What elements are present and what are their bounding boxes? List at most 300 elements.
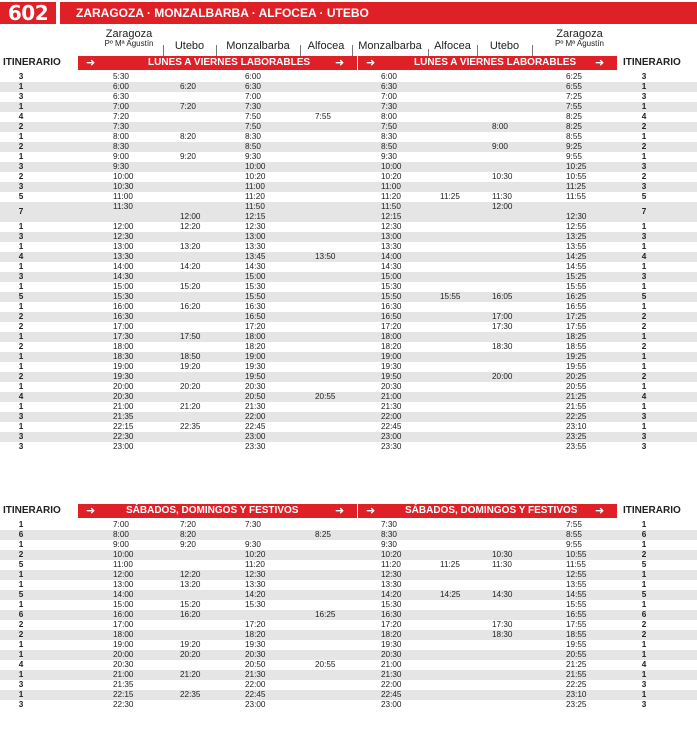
table-row bbox=[0, 282, 697, 292]
time-cell: 12:30 bbox=[245, 570, 266, 579]
column-sublabel: Pº Mª Agustín bbox=[554, 39, 604, 48]
itinerary-cell: 1 bbox=[641, 422, 647, 431]
time-cell: 20:30 bbox=[381, 382, 402, 391]
time-cell: 22:00 bbox=[381, 412, 402, 421]
itinerary-cell: 2 bbox=[18, 550, 24, 559]
itinerary-cell: 2 bbox=[641, 312, 647, 321]
itinerario-label-right: ITINERARIO bbox=[623, 505, 681, 516]
itinerary-cell: 7 bbox=[18, 207, 24, 216]
time-cell: 8:50 bbox=[245, 142, 261, 151]
itinerary-cell: 6 bbox=[641, 530, 647, 539]
time-cell: 8:25 bbox=[566, 112, 582, 121]
time-cell: 20:55 bbox=[315, 392, 336, 401]
time-cell: 13:30 bbox=[245, 242, 266, 251]
table-row bbox=[0, 252, 697, 262]
itinerary-cell: 3 bbox=[18, 412, 24, 421]
time-cell: 17:30 bbox=[113, 332, 134, 341]
column-divider bbox=[163, 45, 164, 56]
time-cell: 18:00 bbox=[113, 342, 134, 351]
time-cell: 18:20 bbox=[245, 342, 266, 351]
time-cell: 10:25 bbox=[566, 162, 587, 171]
column-label: Alfocea bbox=[307, 40, 345, 52]
table-row bbox=[0, 272, 697, 282]
section-title: SÁBADOS, DOMINGOS Y FESTIVOS bbox=[405, 505, 578, 516]
time-cell: 19:20 bbox=[180, 362, 201, 371]
time-cell: 19:00 bbox=[245, 352, 266, 361]
itinerary-cell: 1 bbox=[18, 332, 24, 341]
time-cell: 21:20 bbox=[180, 402, 201, 411]
time-cell: 15:30 bbox=[245, 600, 266, 609]
time-cell: 17:20 bbox=[245, 620, 266, 629]
direction-arrow-icon: ➜ bbox=[86, 56, 96, 69]
time-cell: 9:25 bbox=[566, 142, 582, 151]
itinerary-cell: 2 bbox=[641, 630, 647, 639]
time-cell: 10:30 bbox=[492, 550, 513, 559]
column-divider bbox=[216, 45, 217, 56]
itinerary-cell: 1 bbox=[18, 242, 24, 251]
itinerary-cell: 2 bbox=[641, 122, 647, 131]
time-cell: 19:20 bbox=[180, 640, 201, 649]
time-cell: 13:00 bbox=[113, 242, 134, 251]
table-row bbox=[0, 362, 697, 372]
time-cell: 14:30 bbox=[492, 590, 513, 599]
time-cell: 10:30 bbox=[113, 182, 134, 191]
table-row bbox=[0, 550, 697, 560]
time-cell: 13:30 bbox=[381, 580, 402, 589]
time-cell: 14:00 bbox=[113, 590, 134, 599]
direction-arrow-icon: ➜ bbox=[335, 504, 345, 517]
time-cell: 23:00 bbox=[245, 700, 266, 709]
time-cell: 8:55 bbox=[566, 132, 582, 141]
time-cell: 16:55 bbox=[566, 302, 587, 311]
column-divider bbox=[532, 45, 533, 56]
table-row bbox=[0, 540, 697, 550]
time-cell: 13:00 bbox=[113, 580, 134, 589]
time-cell: 7:30 bbox=[245, 520, 261, 529]
time-cell: 11:20 bbox=[381, 560, 401, 569]
itinerary-cell: 1 bbox=[641, 382, 647, 391]
time-cell: 7:00 bbox=[381, 92, 397, 101]
table-row bbox=[0, 432, 697, 442]
time-cell: 14:00 bbox=[381, 252, 402, 261]
time-cell: 15:30 bbox=[245, 282, 266, 291]
time-cell: 7:00 bbox=[245, 92, 261, 101]
itinerary-cell: 3 bbox=[18, 72, 24, 81]
time-cell: 13:30 bbox=[245, 580, 266, 589]
itinerary-cell: 1 bbox=[641, 402, 647, 411]
time-cell: 17:00 bbox=[492, 312, 513, 321]
time-cell: 11:00 bbox=[245, 182, 265, 191]
time-cell: 10:30 bbox=[492, 172, 513, 181]
time-cell: 8:30 bbox=[113, 142, 129, 151]
time-cell: 7:25 bbox=[566, 92, 582, 101]
table-row bbox=[0, 142, 697, 152]
time-cell: 23:10 bbox=[566, 690, 587, 699]
time-cell: 23:30 bbox=[381, 442, 402, 451]
table-row bbox=[0, 82, 697, 92]
itinerary-cell: 3 bbox=[18, 182, 24, 191]
itinerary-cell: 1 bbox=[641, 132, 647, 141]
itinerary-cell: 3 bbox=[641, 232, 647, 241]
itinerary-cell: 4 bbox=[18, 660, 24, 669]
table-row bbox=[0, 382, 697, 392]
itinerary-cell: 1 bbox=[18, 222, 24, 231]
column-header bbox=[428, 40, 477, 52]
itinerary-cell: 1 bbox=[18, 302, 24, 311]
time-cell: 15:00 bbox=[113, 600, 134, 609]
itinerary-cell: 1 bbox=[641, 670, 647, 679]
time-cell: 7:20 bbox=[113, 112, 129, 121]
time-cell: 12:30 bbox=[381, 222, 402, 231]
time-cell: 19:55 bbox=[566, 640, 587, 649]
time-cell: 21:30 bbox=[245, 402, 266, 411]
time-cell: 10:20 bbox=[381, 550, 402, 559]
table-row bbox=[0, 102, 697, 112]
itinerary-cell: 1 bbox=[641, 580, 647, 589]
time-cell: 8:00 bbox=[381, 112, 397, 121]
time-cell: 20:00 bbox=[113, 650, 134, 659]
time-cell: 17:55 bbox=[566, 322, 587, 331]
itinerary-cell: 5 bbox=[18, 560, 24, 569]
time-cell: 16:20 bbox=[180, 302, 201, 311]
table-row bbox=[0, 112, 697, 122]
itinerary-cell: 2 bbox=[18, 630, 24, 639]
time-cell: 21:00 bbox=[113, 402, 134, 411]
time-cell: 18:20 bbox=[381, 342, 402, 351]
table-row bbox=[0, 232, 697, 242]
itinerary-cell: 1 bbox=[18, 152, 24, 161]
time-cell: 21:55 bbox=[566, 670, 587, 679]
table-row bbox=[0, 650, 697, 660]
time-cell: 19:55 bbox=[566, 362, 587, 371]
time-cell: 21:25 bbox=[566, 392, 587, 401]
time-cell: 18:30 bbox=[113, 352, 134, 361]
column-label: Monzalbarba bbox=[358, 40, 422, 52]
itinerary-cell: 2 bbox=[641, 372, 647, 381]
table-row bbox=[0, 392, 697, 402]
time-cell: 13:30 bbox=[113, 252, 134, 261]
time-cell: 6:00 bbox=[245, 72, 261, 81]
table-row bbox=[0, 182, 697, 192]
itinerary-cell: 3 bbox=[18, 272, 24, 281]
itinerary-cell: 1 bbox=[18, 262, 24, 271]
time-cell: 9:30 bbox=[245, 152, 261, 161]
itinerary-cell: 3 bbox=[18, 680, 24, 689]
time-cell: 13:55 bbox=[566, 580, 587, 589]
itinerary-cell: 1 bbox=[641, 640, 647, 649]
section-bar bbox=[358, 56, 617, 70]
time-cell: 6:25 bbox=[566, 72, 582, 81]
time-cell: 18:55 bbox=[566, 630, 587, 639]
time-cell: 16:05 bbox=[492, 292, 513, 301]
time-cell: 20:55 bbox=[566, 382, 587, 391]
itinerary-cell: 2 bbox=[18, 312, 24, 321]
time-cell: 18:50 bbox=[180, 352, 201, 361]
itinerario-label-left: ITINERARIO bbox=[3, 505, 61, 516]
time-cell: 12:30 bbox=[381, 570, 402, 579]
time-cell: 16:30 bbox=[245, 302, 266, 311]
time-cell: 22:45 bbox=[381, 422, 402, 431]
column-divider bbox=[477, 45, 478, 56]
time-cell: 15:20 bbox=[180, 600, 201, 609]
itinerary-cell: 1 bbox=[18, 82, 24, 91]
time-cell: 21:35 bbox=[113, 412, 134, 421]
table-row bbox=[0, 610, 697, 620]
time-cell: 19:30 bbox=[245, 362, 266, 371]
table-row bbox=[0, 700, 697, 710]
time-cell: 8:25 bbox=[566, 122, 582, 131]
column-header bbox=[477, 40, 532, 52]
time-cell: 12:55 bbox=[566, 570, 587, 579]
time-cell: 20:55 bbox=[315, 660, 336, 669]
itinerary-cell: 5 bbox=[641, 292, 647, 301]
table-row bbox=[0, 600, 697, 610]
time-cell: 10:55 bbox=[566, 550, 587, 559]
table-row bbox=[0, 312, 697, 322]
time-cell: 23:30 bbox=[245, 442, 266, 451]
table-row bbox=[0, 192, 697, 202]
time-cell: 18:20 bbox=[381, 630, 402, 639]
time-cell: 20:30 bbox=[113, 392, 134, 401]
time-cell: 22:00 bbox=[245, 412, 266, 421]
time-cell: 9:30 bbox=[245, 540, 261, 549]
table-row bbox=[0, 172, 697, 182]
itinerary-cell: 6 bbox=[641, 610, 647, 619]
time-cell: 16:55 bbox=[566, 610, 587, 619]
time-cell: 21:00 bbox=[381, 392, 402, 401]
time-cell: 15:00 bbox=[381, 272, 402, 281]
section-title: LUNES A VIERNES LABORABLES bbox=[148, 57, 311, 68]
time-cell: 23:00 bbox=[381, 432, 402, 441]
time-cell: 13:20 bbox=[180, 242, 201, 251]
itinerary-cell: 4 bbox=[18, 392, 24, 401]
column-label: Utebo bbox=[489, 40, 520, 52]
time-cell: 16:00 bbox=[113, 302, 134, 311]
itinerary-cell: 2 bbox=[641, 322, 647, 331]
time-cell: 11:30 bbox=[492, 560, 512, 569]
table-row bbox=[0, 352, 697, 362]
itinerary-cell: 1 bbox=[641, 600, 647, 609]
itinerary-cell: 1 bbox=[18, 570, 24, 579]
time-cell: 6:30 bbox=[381, 82, 397, 91]
time-cell: 11:20 bbox=[381, 192, 401, 201]
time-cell: 9:20 bbox=[180, 152, 196, 161]
itinerary-cell: 1 bbox=[18, 690, 24, 699]
table-row bbox=[0, 292, 697, 302]
table-row bbox=[0, 560, 697, 570]
time-cell: 13:55 bbox=[566, 242, 587, 251]
time-cell: 8:00 bbox=[492, 122, 508, 131]
itinerary-cell: 1 bbox=[641, 332, 647, 341]
itinerary-cell: 1 bbox=[641, 302, 647, 311]
time-cell: 8:50 bbox=[381, 142, 397, 151]
time-cell: 21:30 bbox=[381, 402, 402, 411]
time-cell: 16:00 bbox=[113, 610, 134, 619]
time-cell: 21:25 bbox=[566, 660, 587, 669]
time-cell: 18:55 bbox=[566, 342, 587, 351]
time-cell: 13:00 bbox=[381, 232, 402, 241]
itinerary-cell: 1 bbox=[18, 282, 24, 291]
time-cell: 11:20 bbox=[245, 560, 265, 569]
time-cell: 23:10 bbox=[566, 422, 587, 431]
itinerary-cell: 1 bbox=[641, 262, 647, 271]
itinerary-cell: 1 bbox=[18, 402, 24, 411]
column-header bbox=[532, 28, 627, 48]
time-cell: 22:00 bbox=[381, 680, 402, 689]
time-cell: 6:30 bbox=[113, 92, 129, 101]
time-cell: 11:00 bbox=[113, 560, 133, 569]
time-cell: 6:00 bbox=[113, 82, 129, 91]
table-row bbox=[0, 590, 697, 600]
itinerary-cell: 7 bbox=[641, 207, 647, 216]
time-cell: 13:25 bbox=[566, 232, 587, 241]
time-cell: 19:00 bbox=[113, 362, 134, 371]
time-cell: 13:30 bbox=[381, 242, 402, 251]
table-row bbox=[0, 412, 697, 422]
table-row bbox=[0, 122, 697, 132]
time-cell: 18:00 bbox=[113, 630, 134, 639]
itinerary-cell: 3 bbox=[641, 680, 647, 689]
section-bar bbox=[358, 504, 617, 518]
time-cell: 12:00 bbox=[113, 570, 134, 579]
itinerary-cell: 1 bbox=[641, 152, 647, 161]
column-header bbox=[163, 40, 216, 52]
time-cell: 11:50 12:15 bbox=[381, 202, 402, 221]
time-cell: 22:30 bbox=[113, 700, 134, 709]
direction-arrow-icon: ➜ bbox=[366, 56, 376, 69]
itinerary-cell: 5 bbox=[641, 192, 647, 201]
table-row bbox=[0, 422, 697, 432]
time-cell: 10:00 bbox=[113, 550, 134, 559]
time-cell: 17:20 bbox=[381, 322, 402, 331]
table-row bbox=[0, 372, 697, 382]
time-cell: 6:55 bbox=[566, 82, 582, 91]
time-cell: 11:30 bbox=[492, 192, 512, 201]
time-cell: 19:00 bbox=[381, 352, 402, 361]
itinerary-cell: 3 bbox=[641, 272, 647, 281]
time-cell: 9:20 bbox=[180, 540, 196, 549]
time-cell: 7:30 bbox=[381, 102, 397, 111]
time-cell: 23:00 bbox=[381, 700, 402, 709]
table-row bbox=[0, 442, 697, 452]
time-cell: 17:20 bbox=[245, 322, 266, 331]
time-cell: 15:30 bbox=[381, 600, 402, 609]
table-row bbox=[0, 640, 697, 650]
time-cell: 6:00 bbox=[381, 72, 397, 81]
time-cell: 12:30 bbox=[245, 222, 266, 231]
time-cell: 17:20 bbox=[381, 620, 402, 629]
direction-arrow-icon: ➜ bbox=[595, 56, 605, 69]
time-cell: 22:15 bbox=[113, 422, 134, 431]
time-cell: 23:00 bbox=[245, 432, 266, 441]
time-cell: 11:55 bbox=[566, 560, 586, 569]
time-cell: 17:00 bbox=[113, 620, 134, 629]
time-cell: 20:25 bbox=[566, 372, 587, 381]
table-row bbox=[0, 242, 697, 252]
table-row bbox=[0, 342, 697, 352]
direction-arrow-icon: ➜ bbox=[366, 504, 376, 517]
time-cell: 20:30 bbox=[381, 650, 402, 659]
itinerary-cell: 3 bbox=[18, 232, 24, 241]
time-cell: 7:30 bbox=[245, 102, 261, 111]
time-cell: 22:25 bbox=[566, 412, 587, 421]
time-cell: 12:20 bbox=[180, 222, 201, 231]
table-row bbox=[0, 72, 697, 82]
section-title: SÁBADOS, DOMINGOS Y FESTIVOS bbox=[126, 505, 299, 516]
time-cell: 20:50 bbox=[245, 392, 266, 401]
time-cell: 14:55 bbox=[566, 262, 587, 271]
time-cell: 15:25 bbox=[566, 272, 587, 281]
time-cell: 10:20 bbox=[381, 172, 402, 181]
itinerary-cell: 1 bbox=[641, 690, 647, 699]
itinerary-cell: 2 bbox=[18, 322, 24, 331]
column-header bbox=[95, 28, 163, 48]
itinerary-cell: 2 bbox=[641, 550, 647, 559]
itinerary-cell: 1 bbox=[641, 352, 647, 361]
time-cell: 11:30 bbox=[113, 202, 133, 211]
time-cell: 15:30 bbox=[113, 292, 134, 301]
itinerary-cell: 1 bbox=[641, 570, 647, 579]
table-row bbox=[0, 402, 697, 412]
itinerary-cell: 4 bbox=[18, 112, 24, 121]
time-cell: 20:00 bbox=[113, 382, 134, 391]
time-cell: 8:00 bbox=[113, 132, 129, 141]
time-cell: 8:55 bbox=[566, 530, 582, 539]
table-row bbox=[0, 152, 697, 162]
itinerary-cell: 3 bbox=[641, 432, 647, 441]
section-title: LUNES A VIERNES LABORABLES bbox=[414, 57, 577, 68]
itinerary-cell: 1 bbox=[641, 82, 647, 91]
time-cell: 14:25 bbox=[440, 590, 461, 599]
time-cell: 21:30 bbox=[245, 670, 266, 679]
time-cell: 9:00 bbox=[113, 540, 129, 549]
column-divider bbox=[300, 45, 301, 56]
time-cell: 23:55 bbox=[566, 442, 587, 451]
itinerary-cell: 3 bbox=[641, 182, 647, 191]
time-cell: 12:30 bbox=[113, 232, 134, 241]
time-cell: 11:00 bbox=[113, 192, 133, 201]
time-cell: 19:25 bbox=[566, 352, 587, 361]
time-cell: 13:50 bbox=[315, 252, 336, 261]
time-cell: 10:55 bbox=[566, 172, 587, 181]
column-header bbox=[352, 40, 428, 52]
time-cell: 17:25 bbox=[566, 312, 587, 321]
time-cell: 15:50 bbox=[381, 292, 402, 301]
itinerary-cell: 2 bbox=[641, 620, 647, 629]
time-cell: 19:30 bbox=[245, 640, 266, 649]
time-cell: 15:55 bbox=[566, 600, 587, 609]
itinerary-cell: 2 bbox=[641, 142, 647, 151]
time-cell: 12:55 bbox=[566, 222, 587, 231]
time-cell: 16:50 bbox=[381, 312, 402, 321]
time-cell: 14:00 bbox=[113, 262, 134, 271]
time-cell: 23:25 bbox=[566, 700, 587, 709]
table-row bbox=[0, 630, 697, 640]
table-row bbox=[0, 570, 697, 580]
itinerary-cell: 1 bbox=[18, 640, 24, 649]
time-cell: 12:00 bbox=[180, 212, 201, 221]
itinerary-cell: 1 bbox=[18, 132, 24, 141]
time-cell: 8:30 bbox=[245, 132, 261, 141]
time-cell: 9:55 bbox=[566, 152, 582, 161]
time-cell: 6:20 bbox=[180, 82, 196, 91]
time-cell: 20:50 bbox=[245, 660, 266, 669]
time-cell: 15:00 bbox=[245, 272, 266, 281]
time-cell: 8:30 bbox=[381, 132, 397, 141]
itinerary-cell: 3 bbox=[641, 412, 647, 421]
itinerary-cell: 4 bbox=[641, 392, 647, 401]
direction-arrow-icon: ➜ bbox=[335, 56, 345, 69]
